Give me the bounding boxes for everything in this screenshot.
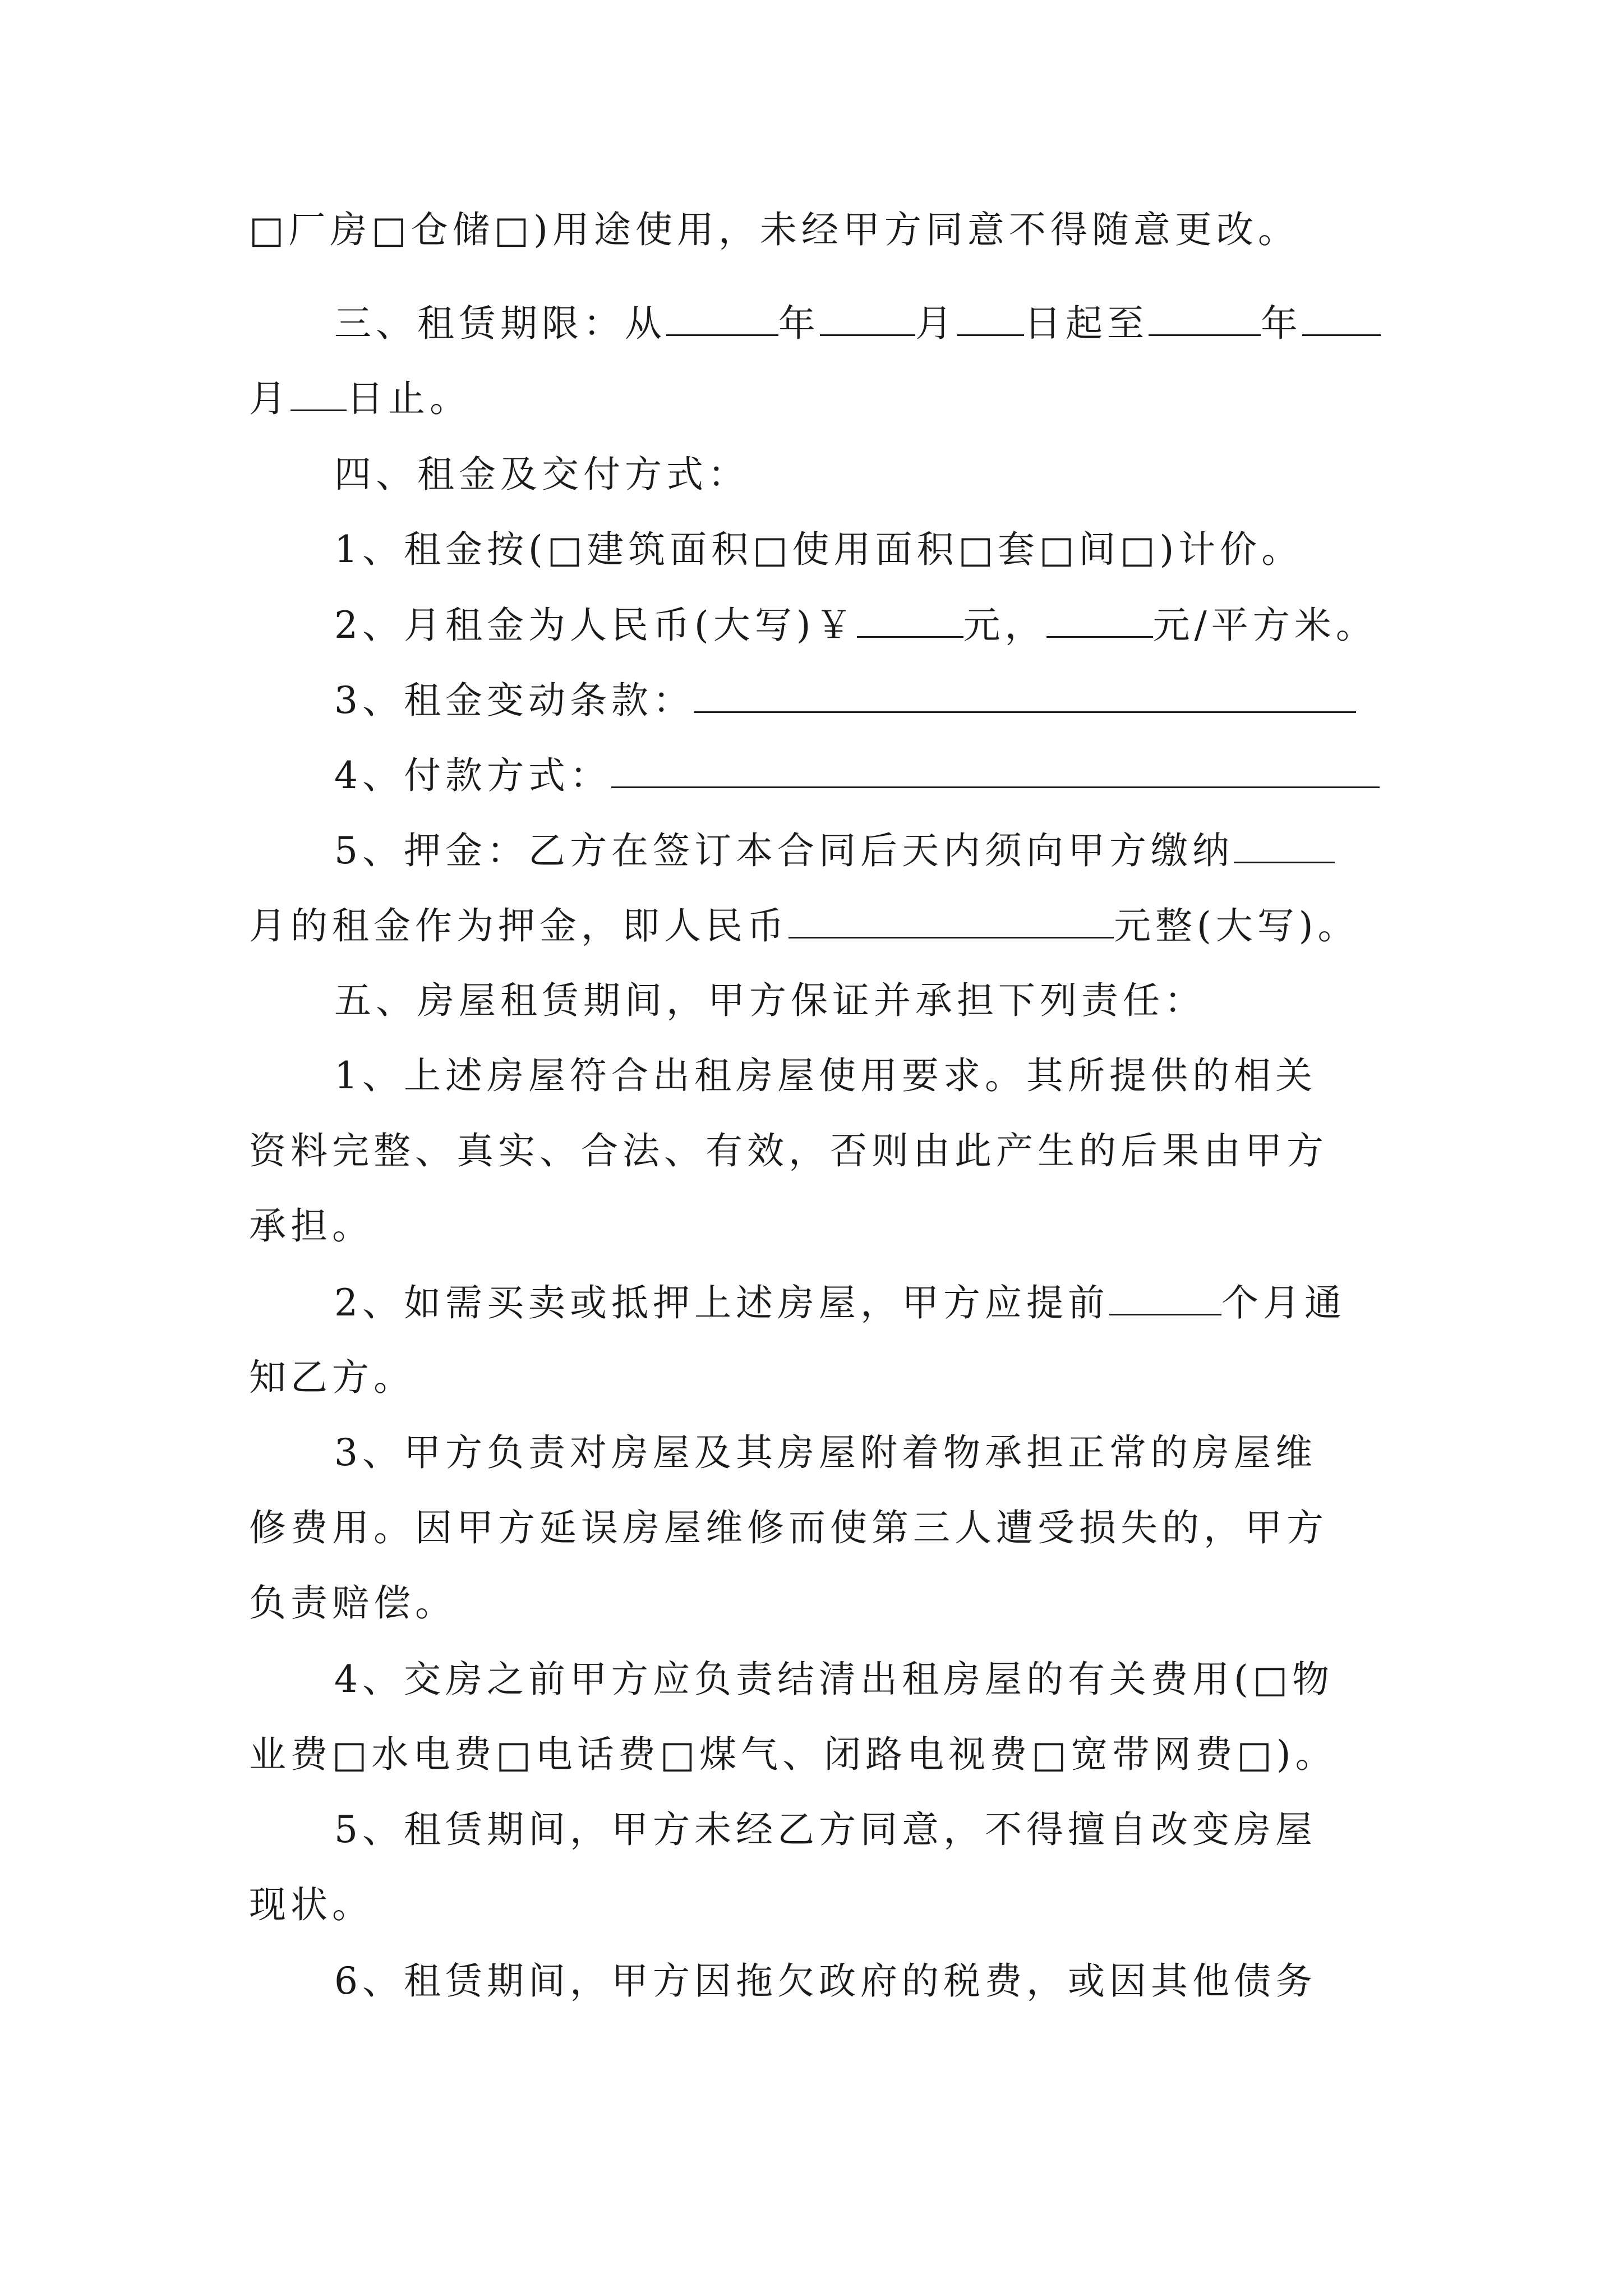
text-segment: 负责赔偿。 [249, 1581, 457, 1625]
text-segment: 年 [778, 302, 820, 345]
blank-line[interactable] [820, 301, 915, 336]
text-segment: 3、甲方负责对房屋及其房屋附着物承担正常的房屋维 [334, 1431, 1317, 1474]
text-line [334, 602, 1377, 648]
text-segment: 3、租金变动条款： [334, 679, 694, 722]
text-line [334, 1959, 1317, 2004]
text-segment: 四、租金及交付方式： [334, 453, 749, 496]
blank-line[interactable] [1046, 602, 1153, 638]
text-line [249, 1204, 374, 1249]
blank-line[interactable] [611, 753, 1380, 788]
text-segment: 日起至 [1024, 302, 1149, 345]
text-segment: 元， [963, 604, 1046, 647]
blank-line[interactable] [1149, 301, 1261, 336]
text-line [334, 301, 1381, 346]
blank-line[interactable] [694, 678, 1356, 713]
text-line [334, 978, 1206, 1023]
blank-line[interactable] [1109, 1280, 1221, 1315]
text-line [249, 903, 1359, 949]
text-line [334, 452, 749, 497]
text-segment: 5、押金：乙方在签订本合同后天内须向甲方缴纳 [334, 829, 1234, 872]
text-line [334, 678, 1356, 723]
text-segment: 日止。 [347, 377, 471, 420]
text-segment: 修费用。因甲方延误房屋维修而使第三人遭受损失的，甲方 [249, 1506, 1328, 1549]
text-segment: 个月通 [1221, 1281, 1346, 1324]
blank-line[interactable] [291, 376, 347, 411]
text-segment: □厂房□仓储□)用途使用，未经甲方同意不得随意更改。 [249, 208, 1299, 251]
blank-line[interactable] [1302, 301, 1381, 336]
text-segment: 6、租赁期间，甲方因拖欠政府的税费，或因其他债务 [334, 1959, 1317, 2003]
text-segment: 2、月租金为人民币(大写)￥ [334, 604, 857, 647]
text-line [249, 1581, 457, 1626]
text-line [249, 1129, 1328, 1174]
text-segment: 元整(大写)。 [1114, 904, 1359, 947]
text-segment: 现状。 [249, 1883, 374, 1926]
text-line [334, 1280, 1346, 1326]
text-segment: 5、租赁期间，甲方未经乙方同意，不得擅自改变房屋 [334, 1808, 1317, 1851]
text-segment: 年 [1261, 302, 1302, 345]
text-segment: 知乙方。 [249, 1356, 415, 1399]
blank-line[interactable] [666, 301, 778, 336]
text-segment: 五、房屋租赁期间，甲方保证并承担下列责任： [334, 979, 1206, 1022]
text-segment: 1、上述房屋符合出租房屋使用要求。其所提供的相关 [334, 1054, 1317, 1097]
text-line [249, 376, 471, 421]
text-segment: 资料完整、真实、合法、有效，否则由此产生的后果由甲方 [249, 1129, 1328, 1172]
text-segment: 4、付款方式： [334, 754, 611, 797]
text-segment: 月的租金作为押金，即人民币 [249, 904, 789, 947]
text-segment: 业费□水电费□电话费□煤气、闭路电视费□宽带网费□)。 [249, 1733, 1337, 1776]
text-line [334, 753, 1380, 798]
text-line [334, 828, 1335, 873]
text-segment: 三、租赁期限：从 [334, 302, 666, 345]
text-segment: 4、交房之前甲方应负责结清出租房屋的有关费用(□物 [334, 1658, 1334, 1701]
text-line [334, 1807, 1317, 1852]
text-segment: 2、如需买卖或抵押上述房屋，甲方应提前 [334, 1281, 1109, 1324]
text-line [334, 1053, 1317, 1098]
text-line [249, 1506, 1328, 1550]
text-segment: 月 [249, 377, 291, 420]
text-segment: 元/平方米。 [1152, 604, 1377, 647]
blank-line[interactable] [789, 903, 1114, 938]
blank-line[interactable] [957, 301, 1024, 336]
text-segment: 承担。 [249, 1204, 374, 1248]
text-line [249, 1732, 1337, 1777]
text-line [334, 1430, 1317, 1475]
text-line [249, 1883, 374, 1927]
text-line [249, 1355, 415, 1400]
text-segment: 1、租金按(□建筑面积□使用面积□套□间□)计价。 [334, 528, 1303, 571]
blank-line[interactable] [857, 602, 963, 638]
text-segment: 月 [915, 302, 957, 345]
text-line [334, 1657, 1334, 1702]
text-line [334, 527, 1303, 572]
text-line [249, 208, 1299, 252]
blank-line[interactable] [1234, 828, 1335, 863]
